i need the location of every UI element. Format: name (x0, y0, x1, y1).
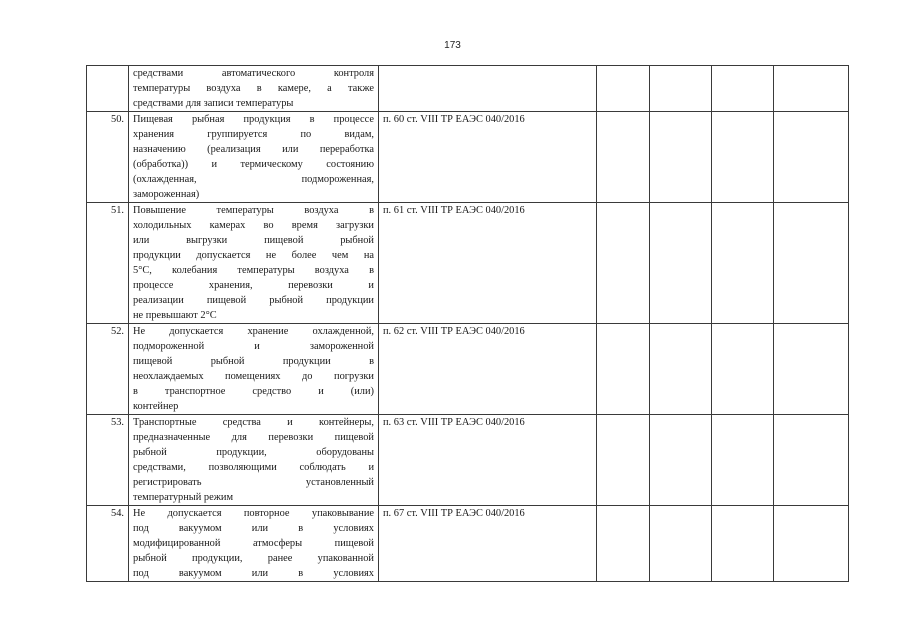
requirement-line: подмороженной и замороженной (133, 341, 374, 352)
requirement-line: рыбной продукции, ранее упакованной (133, 553, 374, 564)
requirement-line: под вакуумом или в условиях (133, 523, 374, 534)
empty-cell (597, 203, 650, 324)
empty-cell (597, 506, 650, 582)
empty-cell (712, 324, 774, 415)
requirement-line: хранения группируется по видам, (133, 129, 374, 140)
requirement-line: не превышают 2°С (133, 310, 217, 321)
empty-cell (712, 415, 774, 506)
regulation-reference: п. 62 ст. VIII ТР ЕАЭС 040/2016 (379, 324, 597, 415)
requirement-line: неохлаждаемых помещениях до погрузки (133, 371, 374, 382)
empty-cell (650, 415, 712, 506)
requirement-line: пищевой рыбной продукции в (133, 356, 374, 367)
requirement-line: (обработка)) и термическому состоянию (133, 159, 374, 170)
requirement-line: (охлажденная, подмороженная, (133, 174, 374, 185)
requirement-text (129, 506, 379, 582)
table-row (87, 415, 849, 506)
table-body (87, 66, 849, 582)
empty-cell (650, 506, 712, 582)
requirements-table (86, 65, 849, 582)
requirement-line: Транспортные средства и контейнеры, (133, 417, 374, 428)
regulation-reference (379, 66, 597, 112)
requirement-line: холодильных камерах во время загрузки (133, 220, 374, 231)
requirement-text (129, 415, 379, 506)
page-number: 173 (444, 40, 461, 51)
requirement-text (129, 324, 379, 415)
requirement-line: реализации пищевой рыбной продукции (133, 295, 374, 306)
requirement-line: контейнер (133, 401, 179, 412)
row-number: 54. (87, 506, 129, 582)
requirement-line: предназначенные для перевозки пищевой (133, 432, 374, 443)
row-number: 51. (87, 203, 129, 324)
empty-cell (712, 66, 774, 112)
empty-cell (774, 112, 849, 203)
requirement-line: в транспортное средство и (или) (133, 386, 374, 397)
empty-cell (774, 415, 849, 506)
requirement-line: Повышение температуры воздуха в (133, 205, 374, 216)
requirement-line: продукции допускается не более чем на (133, 250, 374, 261)
empty-cell (774, 324, 849, 415)
row-number: 52. (87, 324, 129, 415)
empty-cell (774, 66, 849, 112)
requirement-line: средствами, позволяющими соблюдать и (133, 462, 374, 473)
regulation-reference: п. 67 ст. VIII ТР ЕАЭС 040/2016 (379, 506, 597, 582)
regulation-reference: п. 61 ст. VIII ТР ЕАЭС 040/2016 (379, 203, 597, 324)
empty-cell (597, 66, 650, 112)
empty-cell (774, 203, 849, 324)
table-row (87, 203, 849, 324)
empty-cell (650, 324, 712, 415)
empty-cell (650, 112, 712, 203)
table-row (87, 506, 849, 582)
requirement-line: Пищевая рыбная продукция в процессе (133, 114, 374, 125)
requirement-line: модифицированной атмосферы пищевой (133, 538, 374, 549)
requirement-line: температуры воздуха в камере, а также (133, 83, 374, 94)
table-row (87, 112, 849, 203)
table-row (87, 66, 849, 112)
requirement-line: температурный режим (133, 492, 234, 503)
empty-cell (712, 112, 774, 203)
requirement-text (129, 112, 379, 203)
empty-cell (597, 415, 650, 506)
requirement-text (129, 203, 379, 324)
requirement-line: средствами для записи температуры (133, 98, 294, 109)
requirement-line: процессе хранения, перевозки и (133, 280, 374, 291)
empty-cell (650, 66, 712, 112)
requirement-line: под вакуумом или в условиях (133, 568, 374, 579)
requirement-text (129, 66, 379, 112)
row-number: 53. (87, 415, 129, 506)
empty-cell (650, 203, 712, 324)
requirement-line: средствами автоматического контроля (133, 68, 374, 79)
requirement-line: Не допускается повторное упаковывание (133, 508, 374, 519)
empty-cell (597, 324, 650, 415)
empty-cell (712, 506, 774, 582)
table-row (87, 324, 849, 415)
requirement-line: рыбной продукции, оборудованы (133, 447, 374, 458)
requirement-line: регистрировать установленный (133, 477, 374, 488)
requirement-line: замороженная) (133, 189, 200, 200)
requirement-line: назначению (реализация или переработка (133, 144, 374, 155)
empty-cell (597, 112, 650, 203)
row-number (87, 66, 129, 112)
requirement-line: или выгрузки пищевой рыбной (133, 235, 374, 246)
empty-cell (774, 506, 849, 582)
requirement-line: Не допускается хранение охлажденной, (133, 326, 374, 337)
empty-cell (712, 203, 774, 324)
requirement-line: 5°С, колебания температуры воздуха в (133, 265, 374, 276)
regulation-reference: п. 60 ст. VIII ТР ЕАЭС 040/2016 (379, 112, 597, 203)
row-number: 50. (87, 112, 129, 203)
regulation-reference: п. 63 ст. VIII ТР ЕАЭС 040/2016 (379, 415, 597, 506)
